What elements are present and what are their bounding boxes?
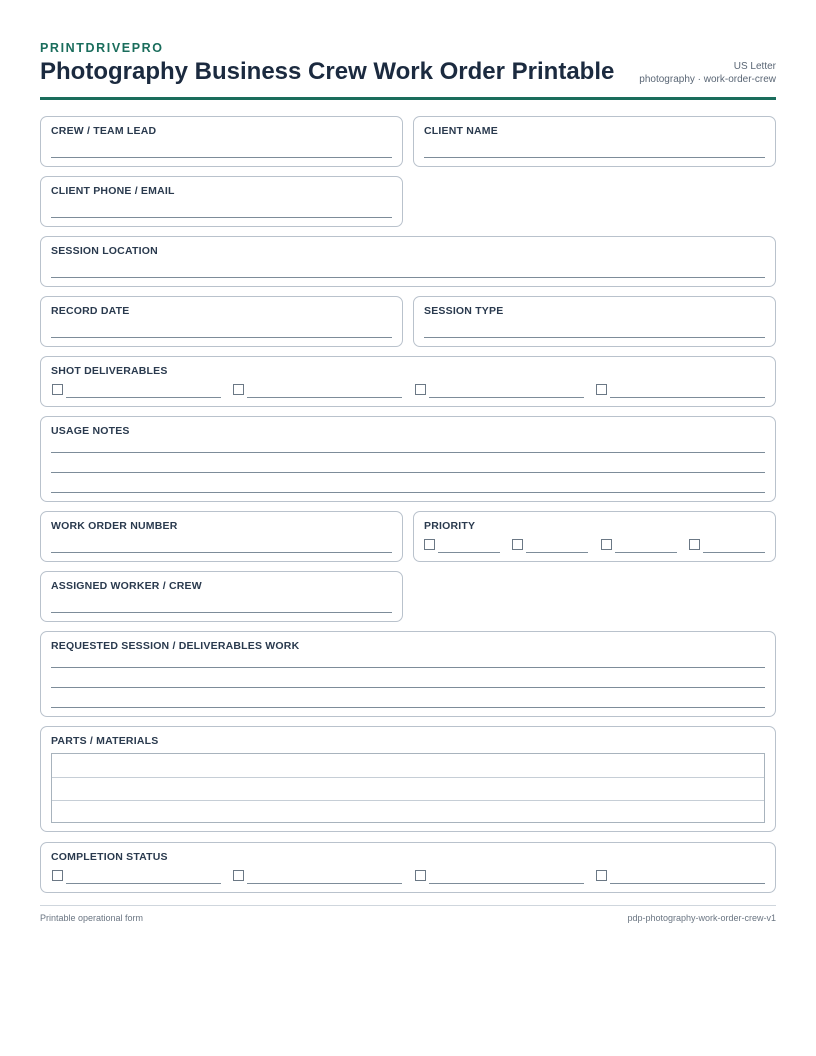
field-label: CLIENT PHONE / EMAIL xyxy=(51,185,175,197)
record-date-field[interactable] xyxy=(40,296,403,347)
checkbox-line[interactable] xyxy=(610,883,765,884)
checkbox[interactable] xyxy=(596,384,607,395)
checkbox[interactable] xyxy=(233,384,244,395)
paper-size: US Letter xyxy=(733,61,776,72)
field-label: REQUESTED SESSION / DELIVERABLES WORK xyxy=(51,640,300,652)
field-label: PARTS / MATERIALS xyxy=(51,735,159,747)
usage-notes-field[interactable] xyxy=(40,416,776,502)
write-line[interactable] xyxy=(51,277,765,278)
footer-left-text: Printable operational form xyxy=(40,913,144,923)
checkbox[interactable] xyxy=(415,384,426,395)
form-tags: photography · work-order-crew xyxy=(639,74,776,85)
checkbox-line[interactable] xyxy=(247,883,402,884)
field-label: SESSION LOCATION xyxy=(51,245,158,257)
footer-rule xyxy=(40,905,776,906)
write-line[interactable] xyxy=(424,157,765,158)
field-label: SESSION TYPE xyxy=(424,305,504,317)
field-label: CLIENT NAME xyxy=(424,125,498,137)
checkbox-line[interactable] xyxy=(66,397,221,398)
field-label: WORK ORDER NUMBER xyxy=(51,520,178,532)
write-line[interactable] xyxy=(51,687,765,688)
crew-lead-field[interactable] xyxy=(40,116,403,167)
checkbox-line[interactable] xyxy=(66,883,221,884)
write-line[interactable] xyxy=(51,337,392,338)
field-label: PRIORITY xyxy=(424,520,476,532)
write-line[interactable] xyxy=(51,472,765,473)
checkbox[interactable] xyxy=(596,870,607,881)
write-line[interactable] xyxy=(51,217,392,218)
checkbox[interactable] xyxy=(415,870,426,881)
table-row-divider xyxy=(52,800,764,801)
field-label: USAGE NOTES xyxy=(51,425,130,437)
write-line[interactable] xyxy=(51,612,392,613)
checkbox[interactable] xyxy=(233,870,244,881)
footer-form-id: pdp-photography-work-order-crew-v1 xyxy=(627,913,776,923)
field-label: COMPLETION STATUS xyxy=(51,851,168,863)
write-line[interactable] xyxy=(51,552,392,553)
header-meta xyxy=(639,60,776,86)
page-title: Photography Business Crew Work Order Printable xyxy=(40,58,615,85)
write-line[interactable] xyxy=(51,707,765,708)
field-label: ASSIGNED WORKER / CREW xyxy=(51,580,202,592)
session-type-field[interactable] xyxy=(413,296,776,347)
checkbox-line[interactable] xyxy=(429,883,584,884)
parts-materials-field xyxy=(40,726,776,832)
requested-work-field[interactable] xyxy=(40,631,776,717)
checkbox[interactable] xyxy=(601,539,612,550)
write-line[interactable] xyxy=(51,492,765,493)
write-line[interactable] xyxy=(51,667,765,668)
assigned-worker-field[interactable] xyxy=(40,571,403,622)
checkbox-line[interactable] xyxy=(615,552,677,553)
checkbox[interactable] xyxy=(52,870,63,881)
materials-table[interactable] xyxy=(51,753,765,823)
checkbox[interactable] xyxy=(512,539,523,550)
session-location-field[interactable] xyxy=(40,236,776,287)
priority-field xyxy=(413,511,776,562)
checkbox[interactable] xyxy=(689,539,700,550)
field-label: RECORD DATE xyxy=(51,305,130,317)
shot-deliverables-field xyxy=(40,356,776,407)
header-rule xyxy=(40,97,776,100)
checkbox-line[interactable] xyxy=(526,552,588,553)
completion-status-field xyxy=(40,842,776,893)
checkbox-line[interactable] xyxy=(429,397,584,398)
table-row-divider xyxy=(52,777,764,778)
brand-name: PRINTDRIVEPRO xyxy=(40,41,164,55)
write-line[interactable] xyxy=(51,452,765,453)
checkbox[interactable] xyxy=(52,384,63,395)
write-line[interactable] xyxy=(51,157,392,158)
write-line[interactable] xyxy=(424,337,765,338)
field-label: CREW / TEAM LEAD xyxy=(51,125,157,137)
checkbox-line[interactable] xyxy=(247,397,402,398)
checkbox[interactable] xyxy=(424,539,435,550)
checkbox-line[interactable] xyxy=(438,552,500,553)
field-label: SHOT DELIVERABLES xyxy=(51,365,168,377)
client-contact-field[interactable] xyxy=(40,176,403,227)
client-name-field[interactable] xyxy=(413,116,776,167)
checkbox-line[interactable] xyxy=(610,397,765,398)
work-order-number-field[interactable] xyxy=(40,511,403,562)
checkbox-line[interactable] xyxy=(703,552,765,553)
